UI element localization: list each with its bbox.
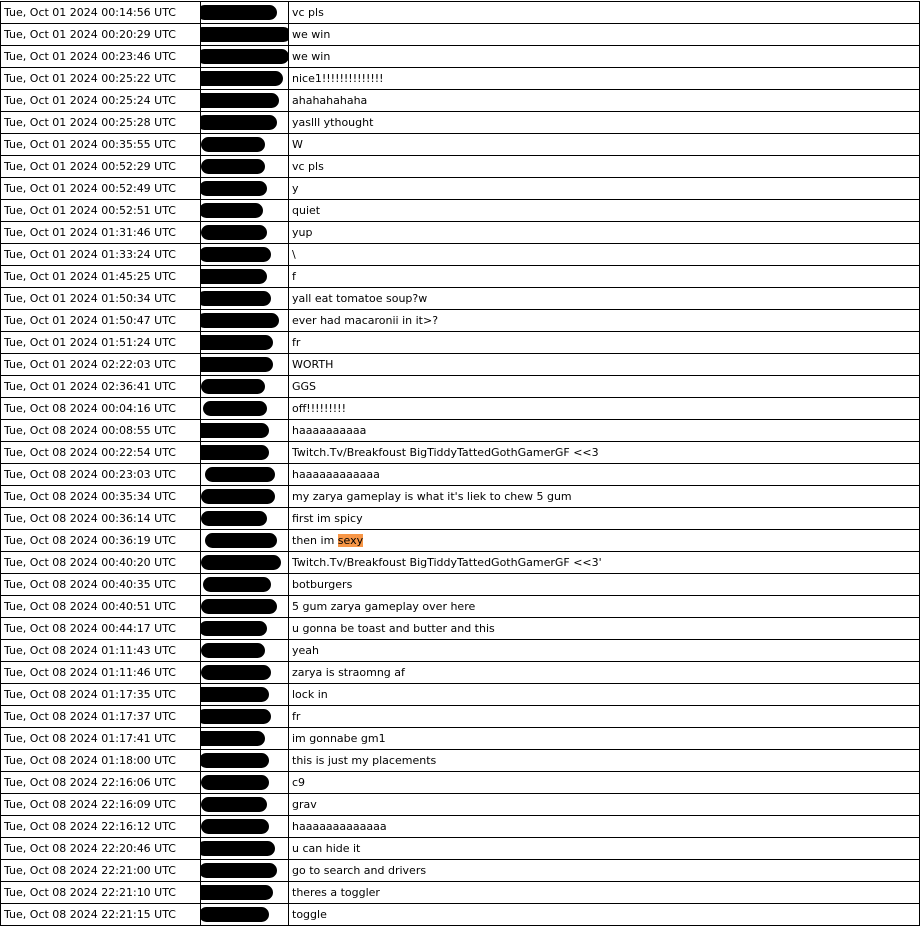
timestamp-cell: Tue, Oct 08 2024 00:40:20 UTC: [1, 552, 201, 574]
redaction-mark: [201, 5, 278, 20]
timestamp-cell: Tue, Oct 01 2024 00:52:49 UTC: [1, 178, 201, 200]
timestamp-cell: Tue, Oct 01 2024 00:35:55 UTC: [1, 134, 201, 156]
message-text: u gonna be toast and butter and this: [292, 622, 495, 635]
message-cell: [289, 442, 920, 464]
username-cell: [201, 596, 289, 618]
username-cell: [201, 486, 289, 508]
message-cell: [289, 662, 920, 684]
redaction-mark: [201, 225, 267, 240]
redaction-mark: [201, 841, 276, 856]
timestamp-cell: Tue, Oct 08 2024 00:40:35 UTC: [1, 574, 201, 596]
search-highlight: sexy: [337, 534, 364, 547]
timestamp-cell: Tue, Oct 08 2024 01:17:35 UTC: [1, 684, 201, 706]
message-cell: [289, 904, 920, 926]
redaction-mark: [201, 797, 267, 812]
timestamp-cell: Tue, Oct 01 2024 00:23:46 UTC: [1, 46, 201, 68]
message-cell: [289, 464, 920, 486]
message-text: vc pls: [292, 160, 324, 173]
redaction-mark: [201, 819, 269, 834]
message-cell: [289, 332, 920, 354]
username-cell: [201, 354, 289, 376]
username-cell: [201, 684, 289, 706]
message-cell: [289, 552, 920, 574]
message-text: u can hide it: [292, 842, 361, 855]
table-row: [1, 552, 920, 574]
message-text: fr: [292, 710, 301, 723]
message-text: toggle: [292, 908, 327, 921]
redaction-mark: [201, 423, 270, 438]
redaction-mark: [201, 159, 265, 174]
redaction-mark: [201, 665, 271, 680]
redaction-mark: [201, 269, 268, 284]
message-text: 5 gum zarya gameplay over here: [292, 600, 476, 613]
table-row: [1, 486, 920, 508]
message-text: off!!!!!!!!!: [292, 402, 346, 415]
redaction-mark: [201, 71, 284, 86]
timestamp-cell: Tue, Oct 01 2024 01:50:47 UTC: [1, 310, 201, 332]
message-text: Twitch.Tv/Breakfoust BigTiddyTattedGothGamerGF <<3: [292, 446, 599, 459]
timestamp-cell: Tue, Oct 08 2024 22:20:46 UTC: [1, 838, 201, 860]
username-cell: [201, 398, 289, 420]
timestamp-cell: Tue, Oct 01 2024 01:51:24 UTC: [1, 332, 201, 354]
table-row: [1, 244, 920, 266]
table-row: [1, 464, 920, 486]
username-cell: [201, 178, 289, 200]
redaction-mark: [201, 203, 264, 218]
timestamp-cell: Tue, Oct 01 2024 00:25:22 UTC: [1, 68, 201, 90]
username-cell: [201, 838, 289, 860]
message-cell: [289, 68, 920, 90]
timestamp-cell: Tue, Oct 08 2024 01:17:37 UTC: [1, 706, 201, 728]
message-cell: [289, 112, 920, 134]
redaction-mark: [201, 379, 265, 394]
username-cell: [201, 222, 289, 244]
message-text: im gonnabe gm1: [292, 732, 386, 745]
table-row: [1, 178, 920, 200]
username-cell: [201, 816, 289, 838]
timestamp-cell: Tue, Oct 08 2024 00:44:17 UTC: [1, 618, 201, 640]
table-row: [1, 794, 920, 816]
redaction-mark: [201, 621, 268, 636]
message-cell: [289, 640, 920, 662]
username-cell: [201, 68, 289, 90]
timestamp-cell: Tue, Oct 08 2024 00:36:14 UTC: [1, 508, 201, 530]
message-cell: [289, 684, 920, 706]
username-cell: [201, 794, 289, 816]
timestamp-cell: Tue, Oct 08 2024 22:21:10 UTC: [1, 882, 201, 904]
timestamp-cell: Tue, Oct 01 2024 00:20:29 UTC: [1, 24, 201, 46]
message-text: go to search and drivers: [292, 864, 427, 877]
message-text: yup: [292, 226, 313, 239]
redaction-mark: [205, 467, 275, 482]
message-cell: [289, 508, 920, 530]
table-row: [1, 46, 920, 68]
username-cell: [201, 860, 289, 882]
message-cell: [289, 2, 920, 24]
message-cell: [289, 750, 920, 772]
redaction-mark: [201, 555, 281, 570]
table-row: [1, 376, 920, 398]
timestamp-cell: Tue, Oct 08 2024 22:16:12 UTC: [1, 816, 201, 838]
table-row: [1, 24, 920, 46]
timestamp-cell: Tue, Oct 08 2024 00:40:51 UTC: [1, 596, 201, 618]
timestamp-cell: Tue, Oct 08 2024 01:11:46 UTC: [1, 662, 201, 684]
table-row: [1, 310, 920, 332]
username-cell: [201, 552, 289, 574]
message-cell: [289, 46, 920, 68]
message-text: lock in: [292, 688, 328, 701]
message-text: yeah: [292, 644, 319, 657]
message-cell: [289, 266, 920, 288]
username-cell: [201, 464, 289, 486]
message-text: first im spicy: [292, 512, 363, 525]
message-cell: [289, 420, 920, 442]
redaction-mark: [201, 687, 270, 702]
table-row: [1, 618, 920, 640]
message-cell: [289, 398, 920, 420]
message-text: y: [292, 182, 299, 195]
redaction-mark: [201, 115, 278, 130]
message-cell: [289, 134, 920, 156]
chat-log-table: [0, 1, 920, 926]
message-cell: [289, 24, 920, 46]
table-row: [1, 640, 920, 662]
timestamp-cell: Tue, Oct 08 2024 22:16:09 UTC: [1, 794, 201, 816]
message-text: W: [292, 138, 303, 151]
table-row: [1, 200, 920, 222]
table-row: [1, 750, 920, 772]
message-cell: [289, 376, 920, 398]
username-cell: [201, 574, 289, 596]
message-text: theres a toggler: [292, 886, 380, 899]
timestamp-cell: Tue, Oct 01 2024 01:31:46 UTC: [1, 222, 201, 244]
timestamp-cell: Tue, Oct 01 2024 01:33:24 UTC: [1, 244, 201, 266]
message-cell: [289, 244, 920, 266]
table-row: [1, 288, 920, 310]
message-text: fr: [292, 336, 301, 349]
table-row: [1, 420, 920, 442]
message-cell: [289, 222, 920, 244]
redaction-mark: [201, 643, 265, 658]
timestamp-cell: Tue, Oct 08 2024 00:23:03 UTC: [1, 464, 201, 486]
message-cell: [289, 772, 920, 794]
redaction-mark: [201, 511, 267, 526]
username-cell: [201, 376, 289, 398]
timestamp-cell: Tue, Oct 01 2024 01:50:34 UTC: [1, 288, 201, 310]
redaction-mark: [201, 181, 268, 196]
message-text: quiet: [292, 204, 321, 217]
table-row: [1, 398, 920, 420]
table-row: [1, 662, 920, 684]
table-row: [1, 442, 920, 464]
table-row: [1, 574, 920, 596]
table-row: [1, 68, 920, 90]
table-row: [1, 816, 920, 838]
message-cell: [289, 706, 920, 728]
redaction-mark: [201, 775, 269, 790]
message-cell: [289, 618, 920, 640]
message-text: my zarya gameplay is what it's liek to chew 5 gum: [292, 490, 572, 503]
message-text: botburgers: [292, 578, 353, 591]
table-row: [1, 332, 920, 354]
timestamp-cell: Tue, Oct 08 2024 01:17:41 UTC: [1, 728, 201, 750]
redaction-mark: [203, 401, 267, 416]
username-cell: [201, 332, 289, 354]
message-text: WORTH: [292, 358, 334, 371]
table-row: [1, 90, 920, 112]
message-cell: [289, 178, 920, 200]
timestamp-cell: Tue, Oct 01 2024 00:25:24 UTC: [1, 90, 201, 112]
message-text: this is just my placements: [292, 754, 437, 767]
username-cell: [201, 640, 289, 662]
message-text: haaaaaaaaaa: [292, 424, 367, 437]
redaction-mark: [201, 27, 289, 42]
timestamp-cell: Tue, Oct 01 2024 02:36:41 UTC: [1, 376, 201, 398]
message-cell: [289, 728, 920, 750]
redaction-mark: [201, 599, 277, 614]
timestamp-cell: Tue, Oct 08 2024 00:36:19 UTC: [1, 530, 201, 552]
timestamp-cell: Tue, Oct 08 2024 22:16:06 UTC: [1, 772, 201, 794]
message-cell: [289, 794, 920, 816]
redaction-mark: [201, 357, 274, 372]
username-cell: [201, 530, 289, 552]
redaction-mark: [201, 863, 278, 878]
table-row: [1, 222, 920, 244]
message-cell: [289, 90, 920, 112]
table-row: [1, 882, 920, 904]
username-cell: [201, 156, 289, 178]
message-text: haaaaaaaaaaaa: [292, 468, 380, 481]
username-cell: [201, 2, 289, 24]
username-cell: [201, 728, 289, 750]
redaction-mark: [201, 885, 274, 900]
message-text: \: [292, 248, 296, 261]
timestamp-cell: Tue, Oct 08 2024 01:11:43 UTC: [1, 640, 201, 662]
username-cell: [201, 266, 289, 288]
table-row: [1, 266, 920, 288]
message-text: c9: [292, 776, 306, 789]
username-cell: [201, 244, 289, 266]
username-cell: [201, 882, 289, 904]
redaction-mark: [201, 313, 280, 328]
username-cell: [201, 750, 289, 772]
message-cell: [289, 200, 920, 222]
message-cell: [289, 310, 920, 332]
message-cell: [289, 882, 920, 904]
message-text: nice1!!!!!!!!!!!!!!: [292, 72, 384, 85]
message-cell: [289, 486, 920, 508]
message-text: GGS: [292, 380, 317, 393]
table-row: [1, 772, 920, 794]
redaction-mark: [201, 907, 270, 922]
message-text: grav: [292, 798, 317, 811]
redaction-mark: [201, 247, 272, 262]
redaction-mark: [201, 93, 280, 108]
message-cell: [289, 288, 920, 310]
message-text: ahahahahaha: [292, 94, 368, 107]
timestamp-cell: Tue, Oct 08 2024 00:04:16 UTC: [1, 398, 201, 420]
timestamp-cell: Tue, Oct 01 2024 00:52:51 UTC: [1, 200, 201, 222]
message-text: we win: [292, 28, 331, 41]
table-row: [1, 112, 920, 134]
timestamp-cell: Tue, Oct 08 2024 01:18:00 UTC: [1, 750, 201, 772]
table-row: [1, 156, 920, 178]
timestamp-cell: Tue, Oct 01 2024 01:45:25 UTC: [1, 266, 201, 288]
username-cell: [201, 46, 289, 68]
message-text: we win: [292, 50, 331, 63]
message-cell: [289, 838, 920, 860]
username-cell: [201, 310, 289, 332]
timestamp-cell: Tue, Oct 01 2024 00:14:56 UTC: [1, 2, 201, 24]
username-cell: [201, 90, 289, 112]
redaction-mark: [201, 753, 270, 768]
username-cell: [201, 24, 289, 46]
username-cell: [201, 134, 289, 156]
timestamp-cell: Tue, Oct 01 2024 02:22:03 UTC: [1, 354, 201, 376]
redaction-mark: [201, 49, 289, 64]
message-text: vc pls: [292, 6, 324, 19]
message-text: f: [292, 270, 296, 283]
table-row: [1, 508, 920, 530]
username-cell: [201, 112, 289, 134]
redaction-mark: [205, 533, 277, 548]
message-cell: [289, 860, 920, 882]
message-text: then im: [292, 534, 338, 547]
username-cell: [201, 442, 289, 464]
redaction-mark: [201, 445, 270, 460]
message-text: yaslll ythought: [292, 116, 374, 129]
message-cell: [289, 816, 920, 838]
table-row: [1, 706, 920, 728]
chat-log-body: [1, 2, 920, 926]
username-cell: [201, 772, 289, 794]
message-cell: [289, 156, 920, 178]
table-row: [1, 904, 920, 926]
table-row: [1, 860, 920, 882]
table-row: [1, 2, 920, 24]
message-cell: [289, 354, 920, 376]
redaction-mark: [201, 335, 274, 350]
table-row: [1, 354, 920, 376]
username-cell: [201, 618, 289, 640]
message-cell: [289, 596, 920, 618]
table-row: [1, 838, 920, 860]
timestamp-cell: Tue, Oct 08 2024 22:21:15 UTC: [1, 904, 201, 926]
username-cell: [201, 508, 289, 530]
message-text: yall eat tomatoe soup?w: [292, 292, 428, 305]
message-text: zarya is straomng af: [292, 666, 405, 679]
timestamp-cell: Tue, Oct 08 2024 00:35:34 UTC: [1, 486, 201, 508]
redaction-mark: [203, 577, 271, 592]
username-cell: [201, 706, 289, 728]
message-text: ever had macaronii in it>?: [292, 314, 439, 327]
username-cell: [201, 662, 289, 684]
timestamp-cell: Tue, Oct 08 2024 22:21:00 UTC: [1, 860, 201, 882]
username-cell: [201, 288, 289, 310]
redaction-mark: [201, 291, 272, 306]
timestamp-cell: Tue, Oct 08 2024 00:22:54 UTC: [1, 442, 201, 464]
table-row: [1, 596, 920, 618]
redaction-mark: [201, 731, 266, 746]
timestamp-cell: Tue, Oct 01 2024 00:52:29 UTC: [1, 156, 201, 178]
message-text: Twitch.Tv/Breakfoust BigTiddyTattedGothGamerGF <<3': [292, 556, 602, 569]
table-row: [1, 728, 920, 750]
redaction-mark: [201, 137, 265, 152]
message-cell: [289, 530, 920, 552]
table-row: [1, 684, 920, 706]
message-text: haaaaaaaaaaaaa: [292, 820, 387, 833]
username-cell: [201, 200, 289, 222]
message-cell: [289, 574, 920, 596]
redaction-mark: [201, 709, 272, 724]
username-cell: [201, 904, 289, 926]
username-cell: [201, 420, 289, 442]
timestamp-cell: Tue, Oct 01 2024 00:25:28 UTC: [1, 112, 201, 134]
table-row: [1, 134, 920, 156]
redaction-mark: [201, 489, 275, 504]
timestamp-cell: Tue, Oct 08 2024 00:08:55 UTC: [1, 420, 201, 442]
table-row: [1, 530, 920, 552]
